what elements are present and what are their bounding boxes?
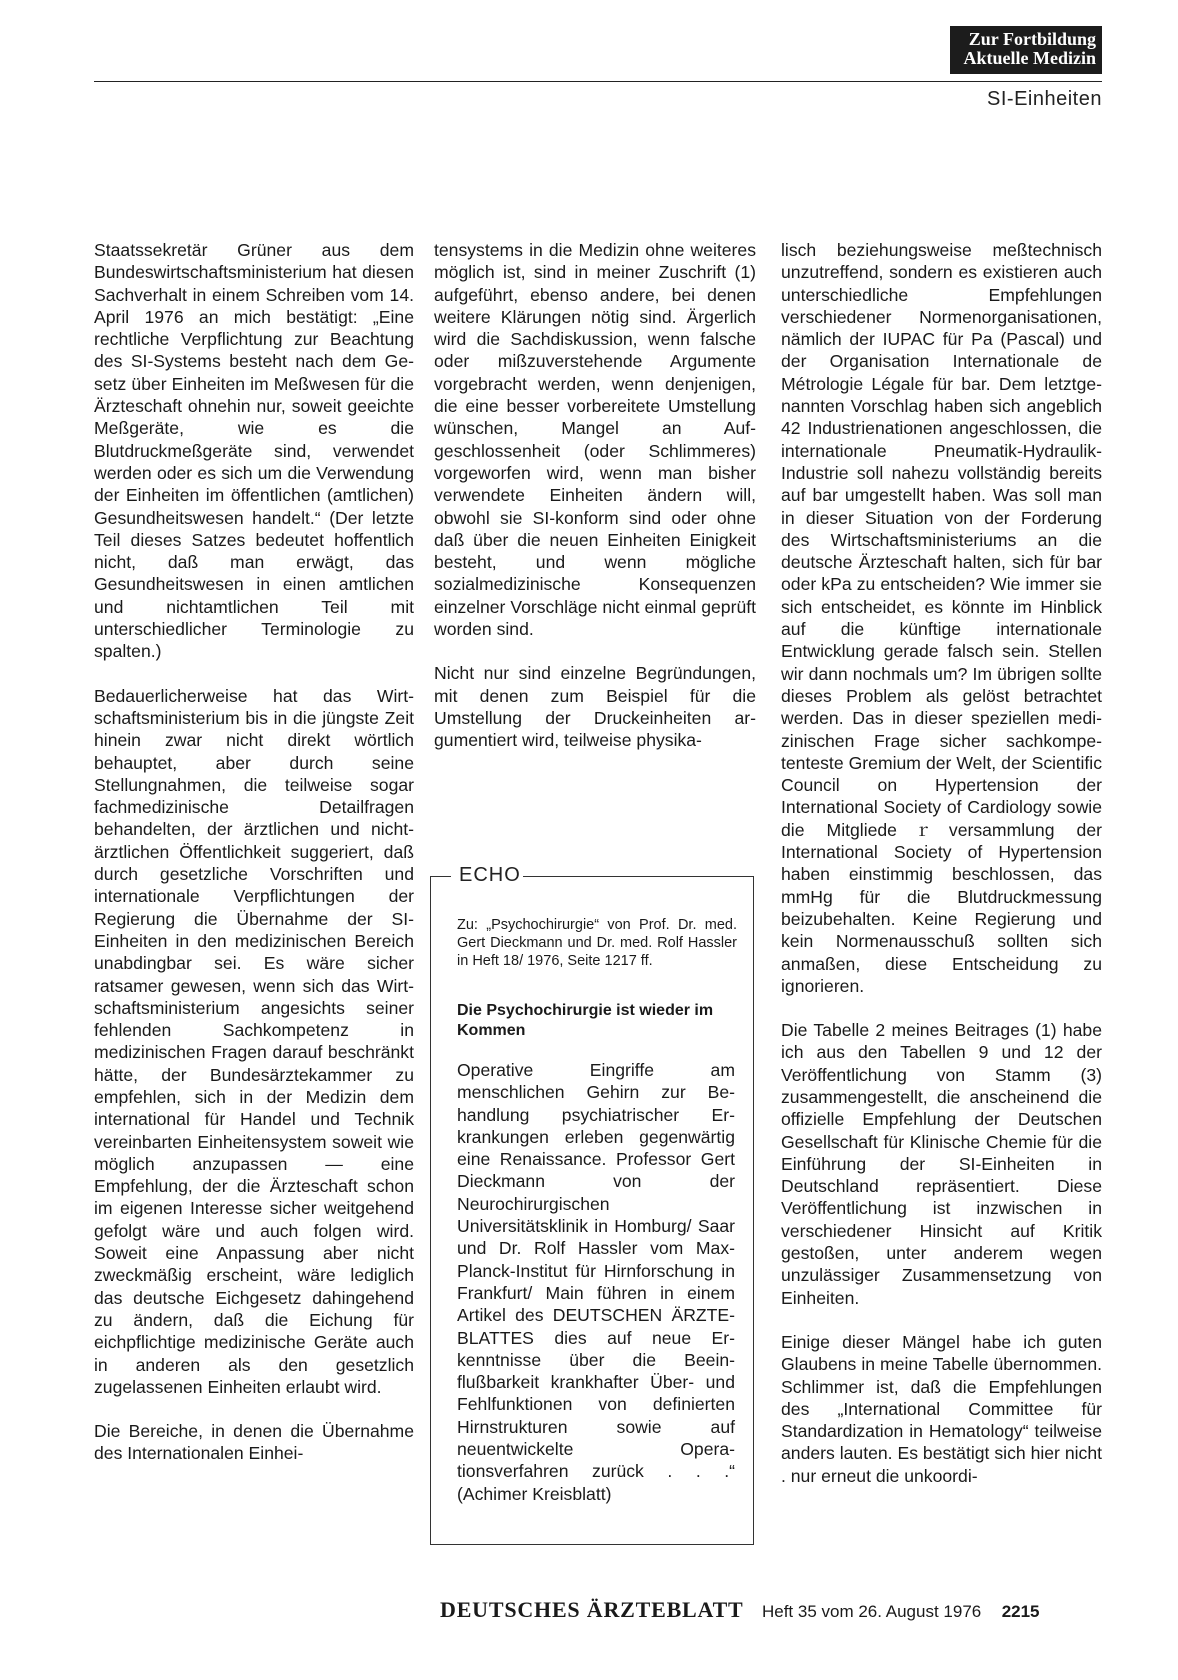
echo-title: ECHO <box>459 864 521 886</box>
echo-reference: Zu: „Psychochirurgie“ von Prof. Dr. med. Gert Dieckmann und Dr. med. Rolf Hassler in Heft 18/ 1976, Seite 1217 ff. <box>457 917 737 969</box>
badge-line-1: Zur Fortbildung <box>968 29 1096 49</box>
text-column-1 <box>94 239 414 1487</box>
badge-line-2: Aktuelle Medizin <box>963 48 1096 68</box>
paragraph: Die Tabelle 2 meines Beitrages (1) habe ich aus den Tabellen 9 und 12 der Veröffentlichung von Stamm (3) zusammengestellt, die anscheinend die offizielle Empfehlung der Deutschen Gesellschaft für Klinische Chemie für die Einführung der SI-Einheiten in Deutschland repräsentiert. Diese Veröffentlichung ist inzwischen in verschiedener Hinsicht auf Kritik gestoßen, unter anderem wegen unzulässiger Zusammensetzung von Einheiten. <box>781 1020 1102 1308</box>
page-number: 2215 <box>1001 1602 1040 1621</box>
paragraph: Die Bereiche, in denen die Übernahme des Internationalen Einhei- <box>94 1421 414 1464</box>
paragraph: Bedauerlicherweise hat das Wirtschaftsministerium bis in die jüngste Zeit hinein zwar nicht direkt wörtlich behauptet, aber durch seine Stellungnahmen, die teilweise sogar fachmedizinische Detailfragen behandelten, der ärztlichen und nicht-ärztlichen Öffentlichkeit suggeriert, daß durch gesetzliche Vorschriften und internationale Verpflichtungen der Regierung die Übernahme der SI-Einheiten in den medizinischen Bereich unabdingbar sei. Es wäre sicher ratsamer gewesen, wenn sich das Wirtschaftsministerium angesichts seiner fehlenden Sachkompetenz in medizinischen Fragen darauf beschränkt hätte, der Bundesärztekammer zu empfehlen, sich in der Medizin dem international für Handel und Technik vereinbarten Einheitensystem soweit wie möglich anzupassen — eine Empfehlung, der die Ärzteschaft schon im eigenen Interesse sicher weitgehend gefolgt wäre und auch folgen wird. Soweit eine Anpassung aber nicht zweckmäßig erscheint, wäre lediglich das deutsche Eichgesetz dahingehend zu ändern, daß die Eichung für eichpflichtige medizinische Geräte auch in anderen als den gesetzlich zugelassenen Einheiten erlaubt wird. <box>94 685 414 1397</box>
issue-info: Heft 35 vom 26. August 1976 <box>761 1602 982 1621</box>
echo-body: Operative Eingriffe am menschlichen Gehirn zur Behandlung psychiatrischer Erkrankungen erleben gegenwärtig eine Renaissance. Professor Gert Dieckmann von der Neurochirurgischen Universitätsklinik in Homburg/ Saar und Dr. Rolf Hassler vom Max-Planck-Institut für Hirnforschung in Frankfurt/ Main führen in einem Artikel des DEUTSCHEN ÄRZTEBLATTES dies auf neue Erkenntnisse über die Beeinflußbarkeit krankhafter Über- und Fehlfunktionen von definierten Hirnstrukturen sowie auf neuentwickelte Operationsverfahren zurück . . .“ (Achimer Kreisblatt) <box>457 1060 735 1504</box>
section-label: SI-Einheiten <box>987 88 1102 110</box>
page-footer <box>440 1597 1040 1623</box>
paragraph: lisch beziehungsweise meßtechnisch unzutreffend, sondern es existieren auch unterschiedliche Empfehlungen verschiedener Normenorganisationen, nämlich der IUPAC für Pa (Pascal) und der Organisation Internationale de Métrologie Légale für bar. Dem letztgenannten Vorschlag haben sich angeblich 42 Industrienationen angeschlossen, die internationale Pneumatik-Hydraulik-Industrie soll nahezu vollständig bereits auf bar umgestellt haben. Was soll man in dieser Situation von der Forderung des Wirtschaftsministeriums an die deutsche Ärzteschaft halten, sich für bar oder kPa zu entscheiden? Wie immer sie sich entscheidet, es könnte im Hinblick auf die künftige internationale Entwicklung gerade falsch sein. Stellen wir dann nochmals um? Im übrigen sollte dieses Problem als gelöst betrachtet werden. Das in dieser speziellen medizinischen Frage sicher sachkompetenteste Gremium der Welt, der Scientific Council on Hypertension der International Society of Cardiology sowie die Mitgliedeｒversammlung der International Society of Hypertension haben einstimmig beschlossen, das mmHg für die Blutdruckmessung beizubehalten. Keine Regierung und kein Normenausschuß sollten sich anmaßen, diese Entscheidung zu ignorieren. <box>781 240 1102 996</box>
header-rule <box>94 81 1102 82</box>
text-column-2 <box>434 239 756 774</box>
paragraph: Nicht nur sind einzelne Begründungen, mit denen zum Beispiel für die Umstellung der Druckeinheiten argumentiert wird, teilweise physika- <box>434 663 756 751</box>
paragraph: tensystems in die Medizin ohne weiteres möglich ist, sind in meiner Zuschrift (1) aufgeführt, ebenso andere, bei denen weitere Klärungen nötig sind. Ärgerlich wird die Sachdiskussion, wenn falsche oder mißzuverstehende Argumente vorgebracht werden, wenn denjenigen, die eine besser vorbereitete Umstellung wünschen, Mangel an Aufgeschlossenheit (oder Schlimmeres) vorgeworfen wird, wenn man bisher verwendete Einheiten ändern will, obwohl sie SI-konform sind oder ohne daß über die neuen Einheiten Einigkeit besteht, und wenn mögliche sozialmedizinische Konsequenzen einzelner Vorschläge nicht einmal geprüft worden sind. <box>434 240 756 640</box>
section-badge <box>950 26 1103 74</box>
paragraph: Staatssekretär Grüner aus dem Bundeswirtschaftsministerium hat diesen Sachverhalt in einem Schreiben vom 14. April 1976 an mich bestätigt: „Eine rechtliche Verpflichtung zur Beachtung des SI-Systems besteht nach dem Gesetz über Einheiten im Meßwesen für die Ärzteschaft ohnehin nur, soweit geeichte Meßgeräte, wie es die Blutdruckmeßgeräte sind, verwendet werden oder es sich um die Verwendung der Einheiten im öffentlichen (amtlichen) Gesundheitswesen handelt.“ (Der letzte Teil dieses Satzes bedeutet hoffentlich nicht, daß man erwägt, das Gesundheitswesen in einen amtlichen und nichtamtlichen Teil mit unterschiedlicher Terminologie zu spalten.) <box>94 240 414 662</box>
journal-name: DEUTSCHES ÄRZTEBLATT <box>440 1597 744 1622</box>
echo-box <box>430 864 754 1545</box>
paragraph: Einige dieser Mängel habe ich guten Glaubens in meine Tabelle übernommen. Schlimmer ist, daß die Empfehlungen des „International Committee für Standardization in Hematology“ teilweise anders lauten. Es bestätigt sich hier nicht . nur erneut die unkoordi- <box>781 1331 1102 1486</box>
echo-headline: Die Psychochirurgie ist wieder im Kommen <box>457 1002 714 1039</box>
text-column-3 <box>781 239 1102 1509</box>
